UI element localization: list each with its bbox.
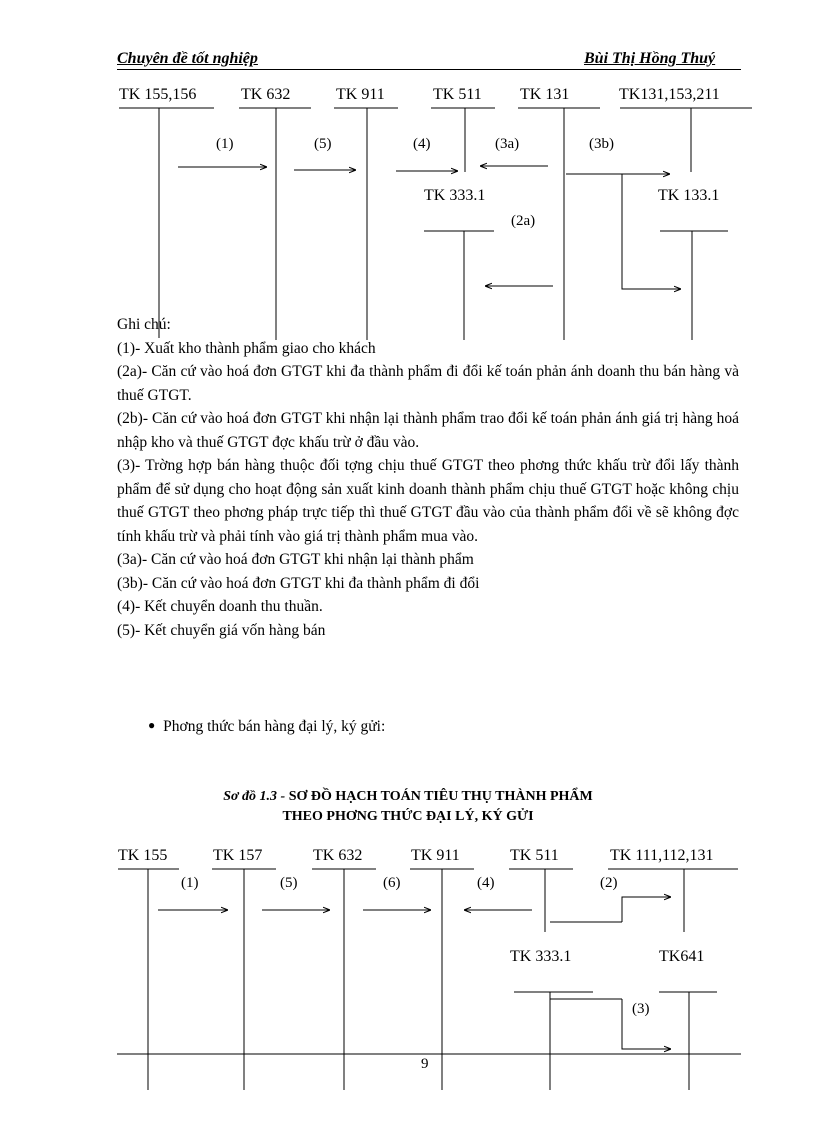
flow-label: (3a) [495, 136, 520, 152]
account-label: TK 111,112,131 [610, 847, 714, 864]
account-label: TK 632 [313, 847, 363, 864]
account-label: TK 155,156 [119, 86, 197, 103]
flow-label: (2) [600, 875, 618, 891]
bullet-text: Phơng thức bán hàng đại lý, ký gửi: [163, 718, 386, 735]
account-label: TK 157 [213, 847, 263, 864]
note-item: (3)- Trờng hợp bán hàng thuộc đối tợng chịu thuế GTGT theo phơng thức khấu trừ đổi lấy thành phẩm để sử dụng cho hoạt động sản xuất kinh doanh thành phẩm chịu thuế GTGT hoặc không chịu thuế GTGT theo phơng pháp trực tiếp thì thuế GTGT đầu vào của thành phẩm đổi về sẽ không đợc tính khấu trừ và phải tính vào giá trị thành phẩm mua vào. [117, 457, 739, 545]
flow-label: (5) [280, 875, 298, 891]
flow-label: (2a) [511, 213, 536, 229]
account-label: TK 511 [433, 86, 482, 103]
sub-account-label: TK641 [659, 948, 705, 965]
account-label: TK 511 [510, 847, 559, 864]
flow-label: (4) [477, 875, 495, 891]
flow-label: (4) [413, 136, 431, 152]
caption-prefix: Sơ đồ 1.3 - [223, 789, 289, 804]
sub-account-label: TK 333.1 [424, 187, 486, 204]
notes-title: Ghi chú: [117, 316, 171, 333]
account-label: TK 911 [411, 847, 460, 864]
page-number: 9 [421, 1056, 429, 1072]
header-left: Chuyên đề tốt nghiệp [117, 50, 258, 67]
account-label: TK 131 [520, 86, 570, 103]
account-label: TK 632 [241, 86, 291, 103]
flow-label: (3) [632, 1001, 650, 1017]
sub-account-label: TK 333.1 [510, 948, 572, 965]
note-item: (5)- Kết chuyển giá vốn hàng bán [117, 621, 326, 639]
note-item: (3a)- Căn cứ vào hoá đơn GTGT khi nhận lại thành phẩm [117, 551, 474, 568]
bullet-item [148, 718, 385, 736]
caption-title: SƠ ĐỒ HẠCH TOÁN TIÊU THỤ THÀNH PHẨM [288, 789, 593, 804]
arrow2-2 [622, 897, 671, 922]
account-label: TK 911 [336, 86, 385, 103]
bullet-dot-icon: ● [148, 718, 156, 732]
note-item: (4)- Kết chuyển doanh thu thuần. [117, 598, 323, 615]
flow-label: (3b) [589, 136, 614, 152]
note-item: (2a)- Căn cứ vào hoá đơn GTGT khi đa thành phẩm đi đổi kế toán phản ánh doanh thu bán hàng và thuế GTGT. [117, 363, 739, 404]
caption-line-1 [0, 789, 816, 805]
flow-label: (1) [216, 136, 234, 152]
flow-label: (5) [314, 136, 332, 152]
note-item: (3b)- Căn cứ vào hoá đơn GTGT khi đa thành phẩm đi đổi [117, 574, 480, 592]
notes-block [117, 313, 739, 642]
sub-account-label: TK 133.1 [658, 187, 720, 204]
caption-line-2: THEO PHƠNG THỨC ĐẠI LÝ, KÝ GỬI [282, 809, 534, 824]
header-right: Bùi Thị Hồng Thuý [584, 50, 716, 67]
note-item: (2b)- Căn cứ vào hoá đơn GTGT khi nhận lại thành phẩm trao đổi kế toán phản ánh giá trị hàng hoá nhập kho và thuế GTGT đợc khấu trừ ở đầu vào. [117, 410, 739, 451]
account-label: TK 155 [118, 847, 168, 864]
flow-label: (1) [181, 875, 199, 891]
note-item: (1)- Xuất kho thành phẩm giao cho khách [117, 339, 376, 357]
flow-label: (6) [383, 875, 401, 891]
account-label: TK131,153,211 [619, 86, 720, 103]
